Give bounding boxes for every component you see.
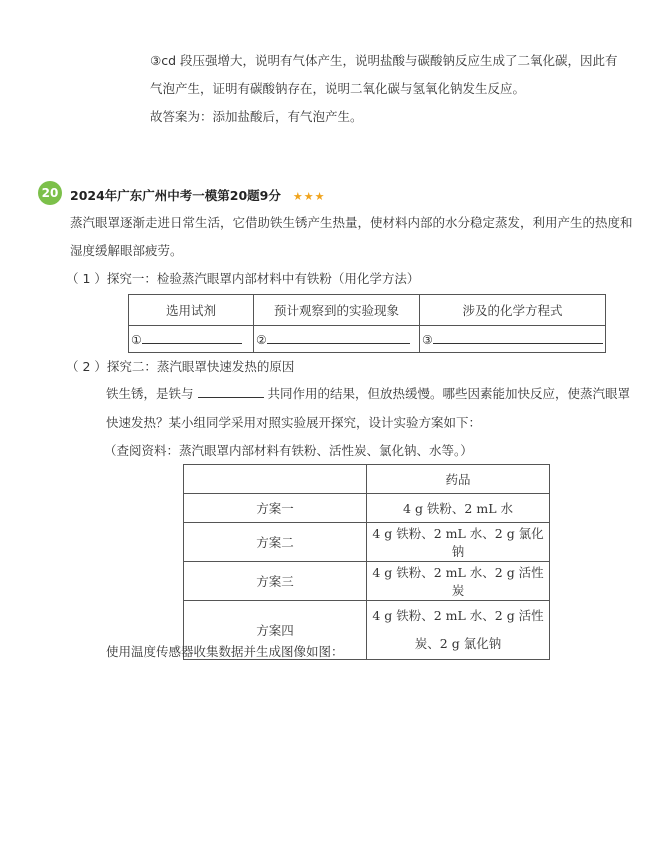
plan-1-reagents: 4 g 铁粉、2 mL 水 bbox=[367, 494, 550, 523]
plan-4-reagents bbox=[367, 601, 550, 660]
answer-blank[interactable] bbox=[142, 331, 242, 344]
answer-line-1: ③cd 段压强增大，说明有气体产生，说明盐酸与碳酸钠反应生成了二氧化碳，因此有 bbox=[150, 53, 618, 68]
table2-header-reagents: 药品 bbox=[367, 465, 550, 494]
question-title bbox=[70, 186, 325, 204]
part-2-line-2: 快速发热？某小组同学采用对照实验展开探究，设计实验方案如下： bbox=[106, 415, 482, 430]
answer-blank[interactable] bbox=[433, 331, 603, 344]
experiment-plan-table bbox=[183, 464, 550, 660]
answer-blank[interactable] bbox=[267, 331, 410, 344]
question-source: 2024年广东广州中考一模第20题9分 bbox=[70, 188, 281, 203]
intro-line-1: 蒸汽眼罩逐渐走进日常生活，它借助铁生锈产生热量，使材料内部的水分稳定蒸发，利用产生的热度和 bbox=[70, 215, 633, 230]
part-1-heading: （ 1 ）探究一：检验蒸汽眼罩内部材料中有铁粉（用化学方法） bbox=[66, 271, 420, 286]
table1-cell-equation[interactable] bbox=[420, 326, 606, 353]
table1-cell-phenomenon[interactable] bbox=[254, 326, 420, 353]
table1-header-phenomenon: 预计观察到的实验现象 bbox=[254, 295, 420, 326]
plan-4-label: 方案四 bbox=[184, 601, 367, 660]
table1-header-equation: 涉及的化学方程式 bbox=[420, 295, 606, 326]
circled-number-1: ① bbox=[131, 333, 142, 347]
part-2-line-1-start: 铁生锈，是铁与 bbox=[106, 386, 194, 401]
circled-number-3: ③ bbox=[422, 333, 433, 347]
intro-line-2: 湿度缓解眼部疲劳。 bbox=[70, 243, 183, 258]
fill-in-blank[interactable] bbox=[198, 385, 264, 398]
difficulty-stars: ★★★ bbox=[292, 190, 326, 203]
plan-1-label: 方案一 bbox=[184, 494, 367, 523]
part-2-line-1 bbox=[106, 385, 630, 403]
circled-number-2: ② bbox=[256, 333, 267, 347]
part-2-line-1-end: 共同作用的结果，但放热缓慢。哪些因素能加快反应，使蒸汽眼罩 bbox=[267, 386, 630, 401]
answer-line-2: 气泡产生，证明有碳酸钠存在，说明二氧化碳与氢氧化钠发生反应。 bbox=[150, 81, 526, 96]
plan-2-reagents: 4 g 铁粉、2 mL 水、2 g 氯化钠 bbox=[367, 523, 550, 562]
plan-4-reagents-line-1: 4 g 铁粉、2 mL 水、2 g 活性 bbox=[372, 608, 544, 623]
answer-conclusion: 故答案为：添加盐酸后，有气泡产生。 bbox=[150, 109, 363, 124]
reference-note: （查阅资料：蒸汽眼罩内部材料有铁粉、活性炭、氯化钠、水等。） bbox=[104, 443, 473, 458]
experiment-1-table bbox=[128, 294, 606, 353]
question-number-badge: 20 bbox=[38, 181, 62, 205]
closing-line: 使用温度传感器收集数据并生成图像如图： bbox=[106, 644, 344, 659]
plan-4-reagents-line-2: 炭、2 g 氯化钠 bbox=[414, 636, 502, 651]
table1-header-reagent: 选用试剂 bbox=[129, 295, 254, 326]
plan-3-label: 方案三 bbox=[184, 562, 367, 601]
table2-empty-header bbox=[184, 465, 367, 494]
plan-2-label: 方案二 bbox=[184, 523, 367, 562]
part-2-heading: （ 2 ）探究二：蒸汽眼罩快速发热的原因 bbox=[66, 359, 295, 374]
table1-cell-reagent[interactable] bbox=[129, 326, 254, 353]
plan-3-reagents: 4 g 铁粉、2 mL 水、2 g 活性炭 bbox=[367, 562, 550, 601]
